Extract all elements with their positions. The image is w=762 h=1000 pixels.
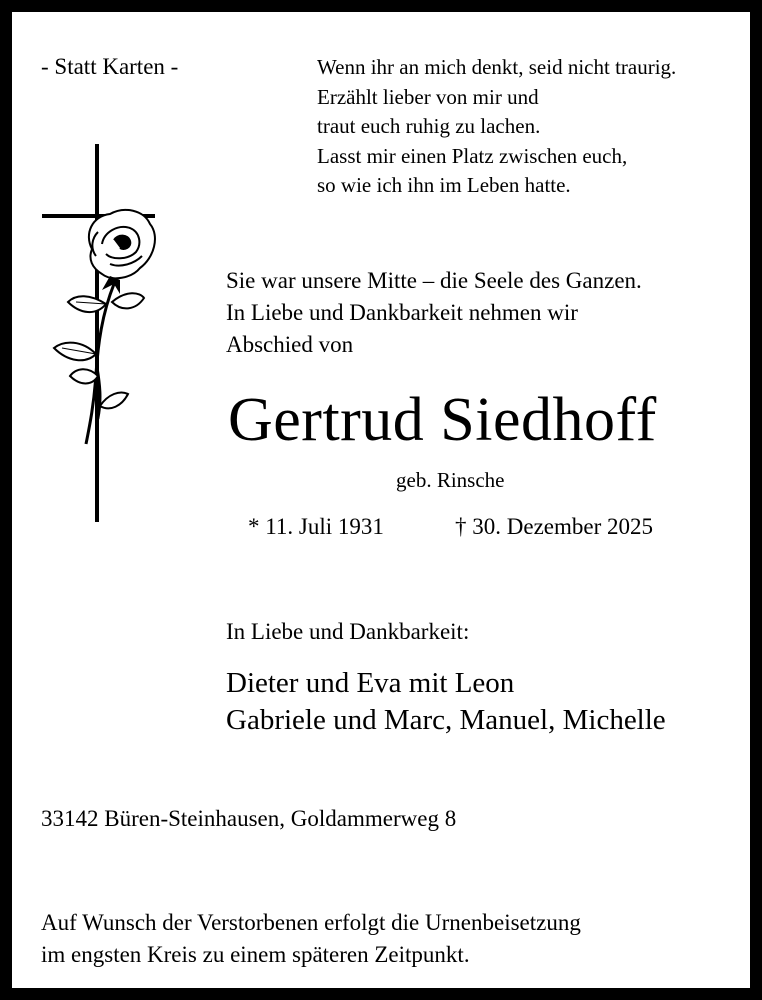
note-line: Auf Wunsch der Verstorbenen erfolgt die Urnenbeisetzung <box>41 910 581 935</box>
intro-line: Sie war unsere Mitte – die Seele des Ganzen. <box>226 268 642 293</box>
statt-karten-label: - Statt Karten - <box>41 54 179 79</box>
intro-text <box>226 265 642 361</box>
note-line: im engsten Kreis zu einem späteren Zeitpunkt. <box>41 942 470 967</box>
poem <box>317 53 676 201</box>
address: 33142 Büren-Steinhausen, Goldammerweg 8 <box>41 806 457 831</box>
mourner-line: Dieter und Eva mit Leon <box>226 667 515 699</box>
poem-line: Wenn ihr an mich denkt, seid nicht traurig. <box>317 55 677 79</box>
death-date: † 30. Dezember 2025 <box>455 514 653 539</box>
poem-line: so wie ich ihn im Leben hatte. <box>317 173 571 197</box>
intro-line: Abschied von <box>226 332 354 357</box>
burial-note <box>41 907 581 971</box>
poem-line: Lasst mir einen Platz zwischen euch, <box>317 143 628 168</box>
intro-line: In Liebe und Dankbarkeit nehmen wir <box>226 300 578 325</box>
mourners-list <box>226 665 666 739</box>
birth-date: * 11. Juli 1931 <box>248 514 384 539</box>
deceased-name: Gertrud Siedhoff <box>228 386 657 454</box>
mourners-heading: In Liebe und Dankbarkeit: <box>226 619 470 644</box>
cross-with-rose-icon <box>40 144 180 524</box>
mourner-line: Gabriele und Marc, Manuel, Michelle <box>226 704 666 736</box>
poem-line: traut euch ruhig zu lachen. <box>317 114 541 138</box>
maiden-name: geb. Rinsche <box>396 468 505 492</box>
poem-line: Erzählt lieber von mir und <box>317 84 539 109</box>
